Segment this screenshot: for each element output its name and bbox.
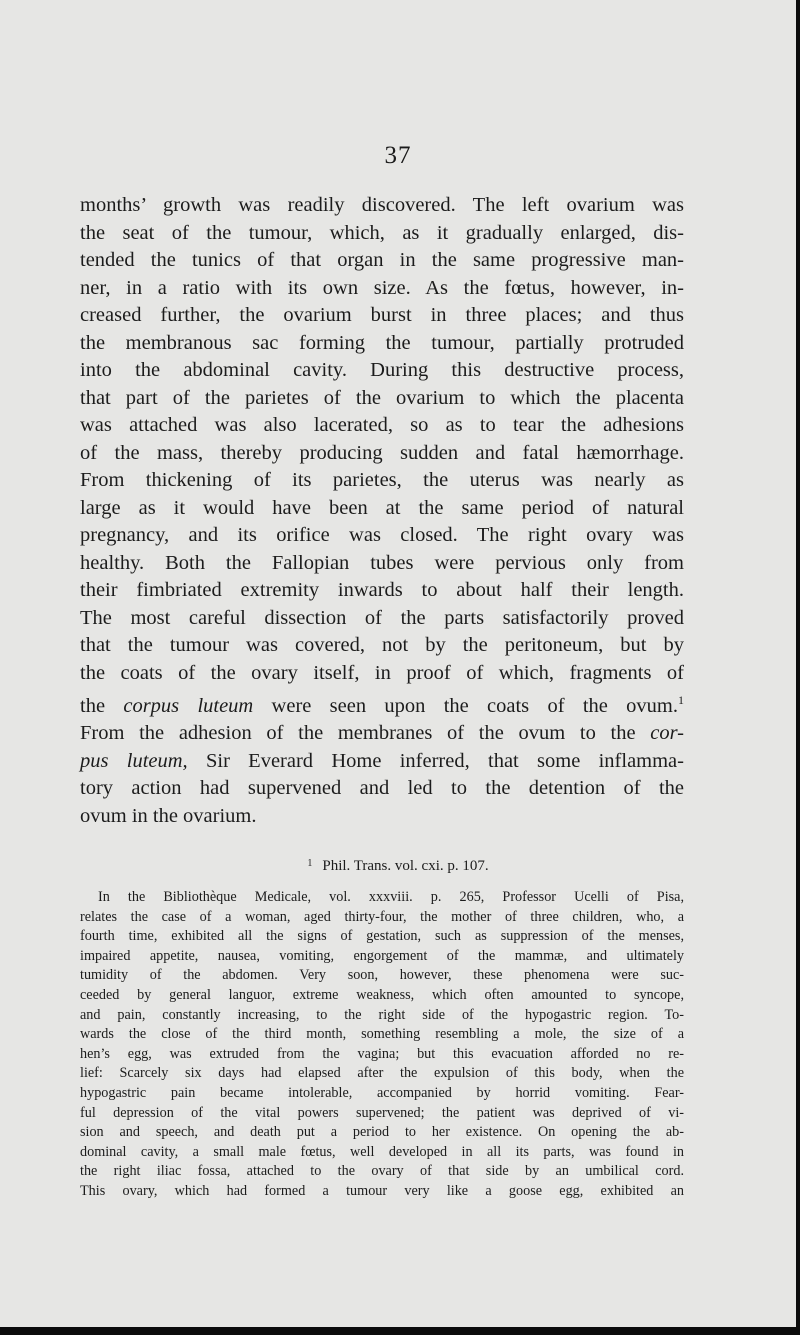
footnote-marker: 1 <box>307 858 313 869</box>
note-line: sion and speech, and death put a period to her existence. On opening the ab- <box>80 1124 684 1141</box>
note-line: hen’s egg, was extruded from the vagina; but this evacuation afforded no re- <box>80 1045 684 1062</box>
line-text: Sir Everard Home inferred, that some inflamma- <box>187 749 684 772</box>
text-line: creased further, the ovarium burst in three places; and thus <box>80 304 684 326</box>
note-line: In the Bibliothèque Medicale, vol. xxxviii. p. 265, Professor Ucelli of Pisa, <box>98 889 684 905</box>
footnote <box>0 858 796 875</box>
text-line: into the abdominal cavity. During this destructive process, <box>80 359 684 381</box>
note-line: ful depression of the vital powers supervened; the patient was deprived of vi- <box>80 1104 684 1121</box>
text-line: ner, in a ratio with its own size. As the fœtus, however, in- <box>80 276 684 299</box>
page-number: 37 <box>384 142 412 169</box>
text-line: their fimbriated extremity inwards to about half their length. <box>80 579 684 601</box>
italic-term: corpus luteum <box>123 694 254 717</box>
text-line: that the tumour was covered, not by the peritoneum, but by <box>80 634 684 656</box>
main-text <box>80 192 684 830</box>
text-line: pregnancy, and its orifice was closed. The right ovary was <box>80 524 684 546</box>
text-line <box>80 687 684 720</box>
line-text: From the adhesion of the membranes of the ovum to the <box>80 722 651 745</box>
note-line: ceeded by general languor, extreme weakness, which often amounted to syncope, <box>80 986 684 1003</box>
text-line: tory action had supervened and led to the detention of the <box>80 777 684 800</box>
italic-term: pus luteum, <box>80 749 188 772</box>
text-line: months’ growth was readily discovered. The left ovarium was <box>80 194 684 216</box>
text-line <box>80 720 684 748</box>
text-line: ovum in the ovarium. <box>80 804 257 827</box>
text-line: the coats of the ovary itself, in proof of which, fragments of <box>80 661 684 684</box>
text-line: that part of the parietes of the ovarium to which the placenta <box>80 386 684 409</box>
text-line <box>80 748 684 776</box>
text-line: the membranous sac forming the tumour, partially protruded <box>80 331 684 354</box>
text-line: healthy. Both the Fallopian tubes were pervious only from <box>80 551 684 574</box>
note-line: and pain, constantly increasing, to the right side of the hypogastric region. To- <box>80 1006 684 1023</box>
note-line: lief: Scarcely six days had elapsed after the expulsion of this body, when the <box>80 1065 684 1082</box>
line-text: were seen upon the coats of the ovum. <box>253 694 678 717</box>
text-line: was attached was also lacerated, so as to tear the adhesions <box>80 414 684 436</box>
note-line: wards the close of the third month, something resembling a mole, the size of a <box>80 1026 684 1043</box>
note-line: impaired appetite, nausea, vomiting, engorgement of the mammæ, and ultimately <box>80 947 684 964</box>
note-text <box>80 888 684 1202</box>
note-line: This ovary, which had formed a tumour very like a goose egg, exhibited an <box>80 1182 684 1199</box>
note-line: the right iliac fossa, attached to the ovary of that side by an umbilical cord. <box>80 1163 684 1180</box>
italic-term: cor- <box>650 722 684 745</box>
footnote-text: Phil. Trans. vol. cxi. p. 107. <box>322 858 489 874</box>
text-line: From thickening of its parietes, the uterus was nearly as <box>80 469 684 491</box>
note-line: dominal cavity, a small male fœtus, well developed in all its parts, was found in <box>80 1143 684 1160</box>
note-line: relates the case of a woman, aged thirty-four, the mother of three children, who, a <box>80 908 684 925</box>
text-line: tended the tunics of that organ in the same progressive man- <box>80 249 684 271</box>
note-line: fourth time, exhibited all the signs of gestation, such as suppression of the menses, <box>80 928 684 945</box>
text-line: large as it would have been at the same period of natural <box>80 496 684 519</box>
note-line: hypogastric pain became intolerable, accompanied by horrid vomiting. Fear- <box>80 1084 684 1101</box>
text-line: of the mass, thereby producing sudden and fatal hæmorrhage. <box>80 441 684 464</box>
footnote-reference[interactable]: 1 <box>678 693 684 707</box>
line-text: the <box>80 694 124 717</box>
text-line: the seat of the tumour, which, as it gradually enlarged, dis- <box>80 221 684 244</box>
text-line: The most careful dissection of the parts satisfactorily proved <box>80 606 684 629</box>
note-line: tumidity of the abdomen. Very soon, however, these phenomena were suc- <box>80 967 684 984</box>
